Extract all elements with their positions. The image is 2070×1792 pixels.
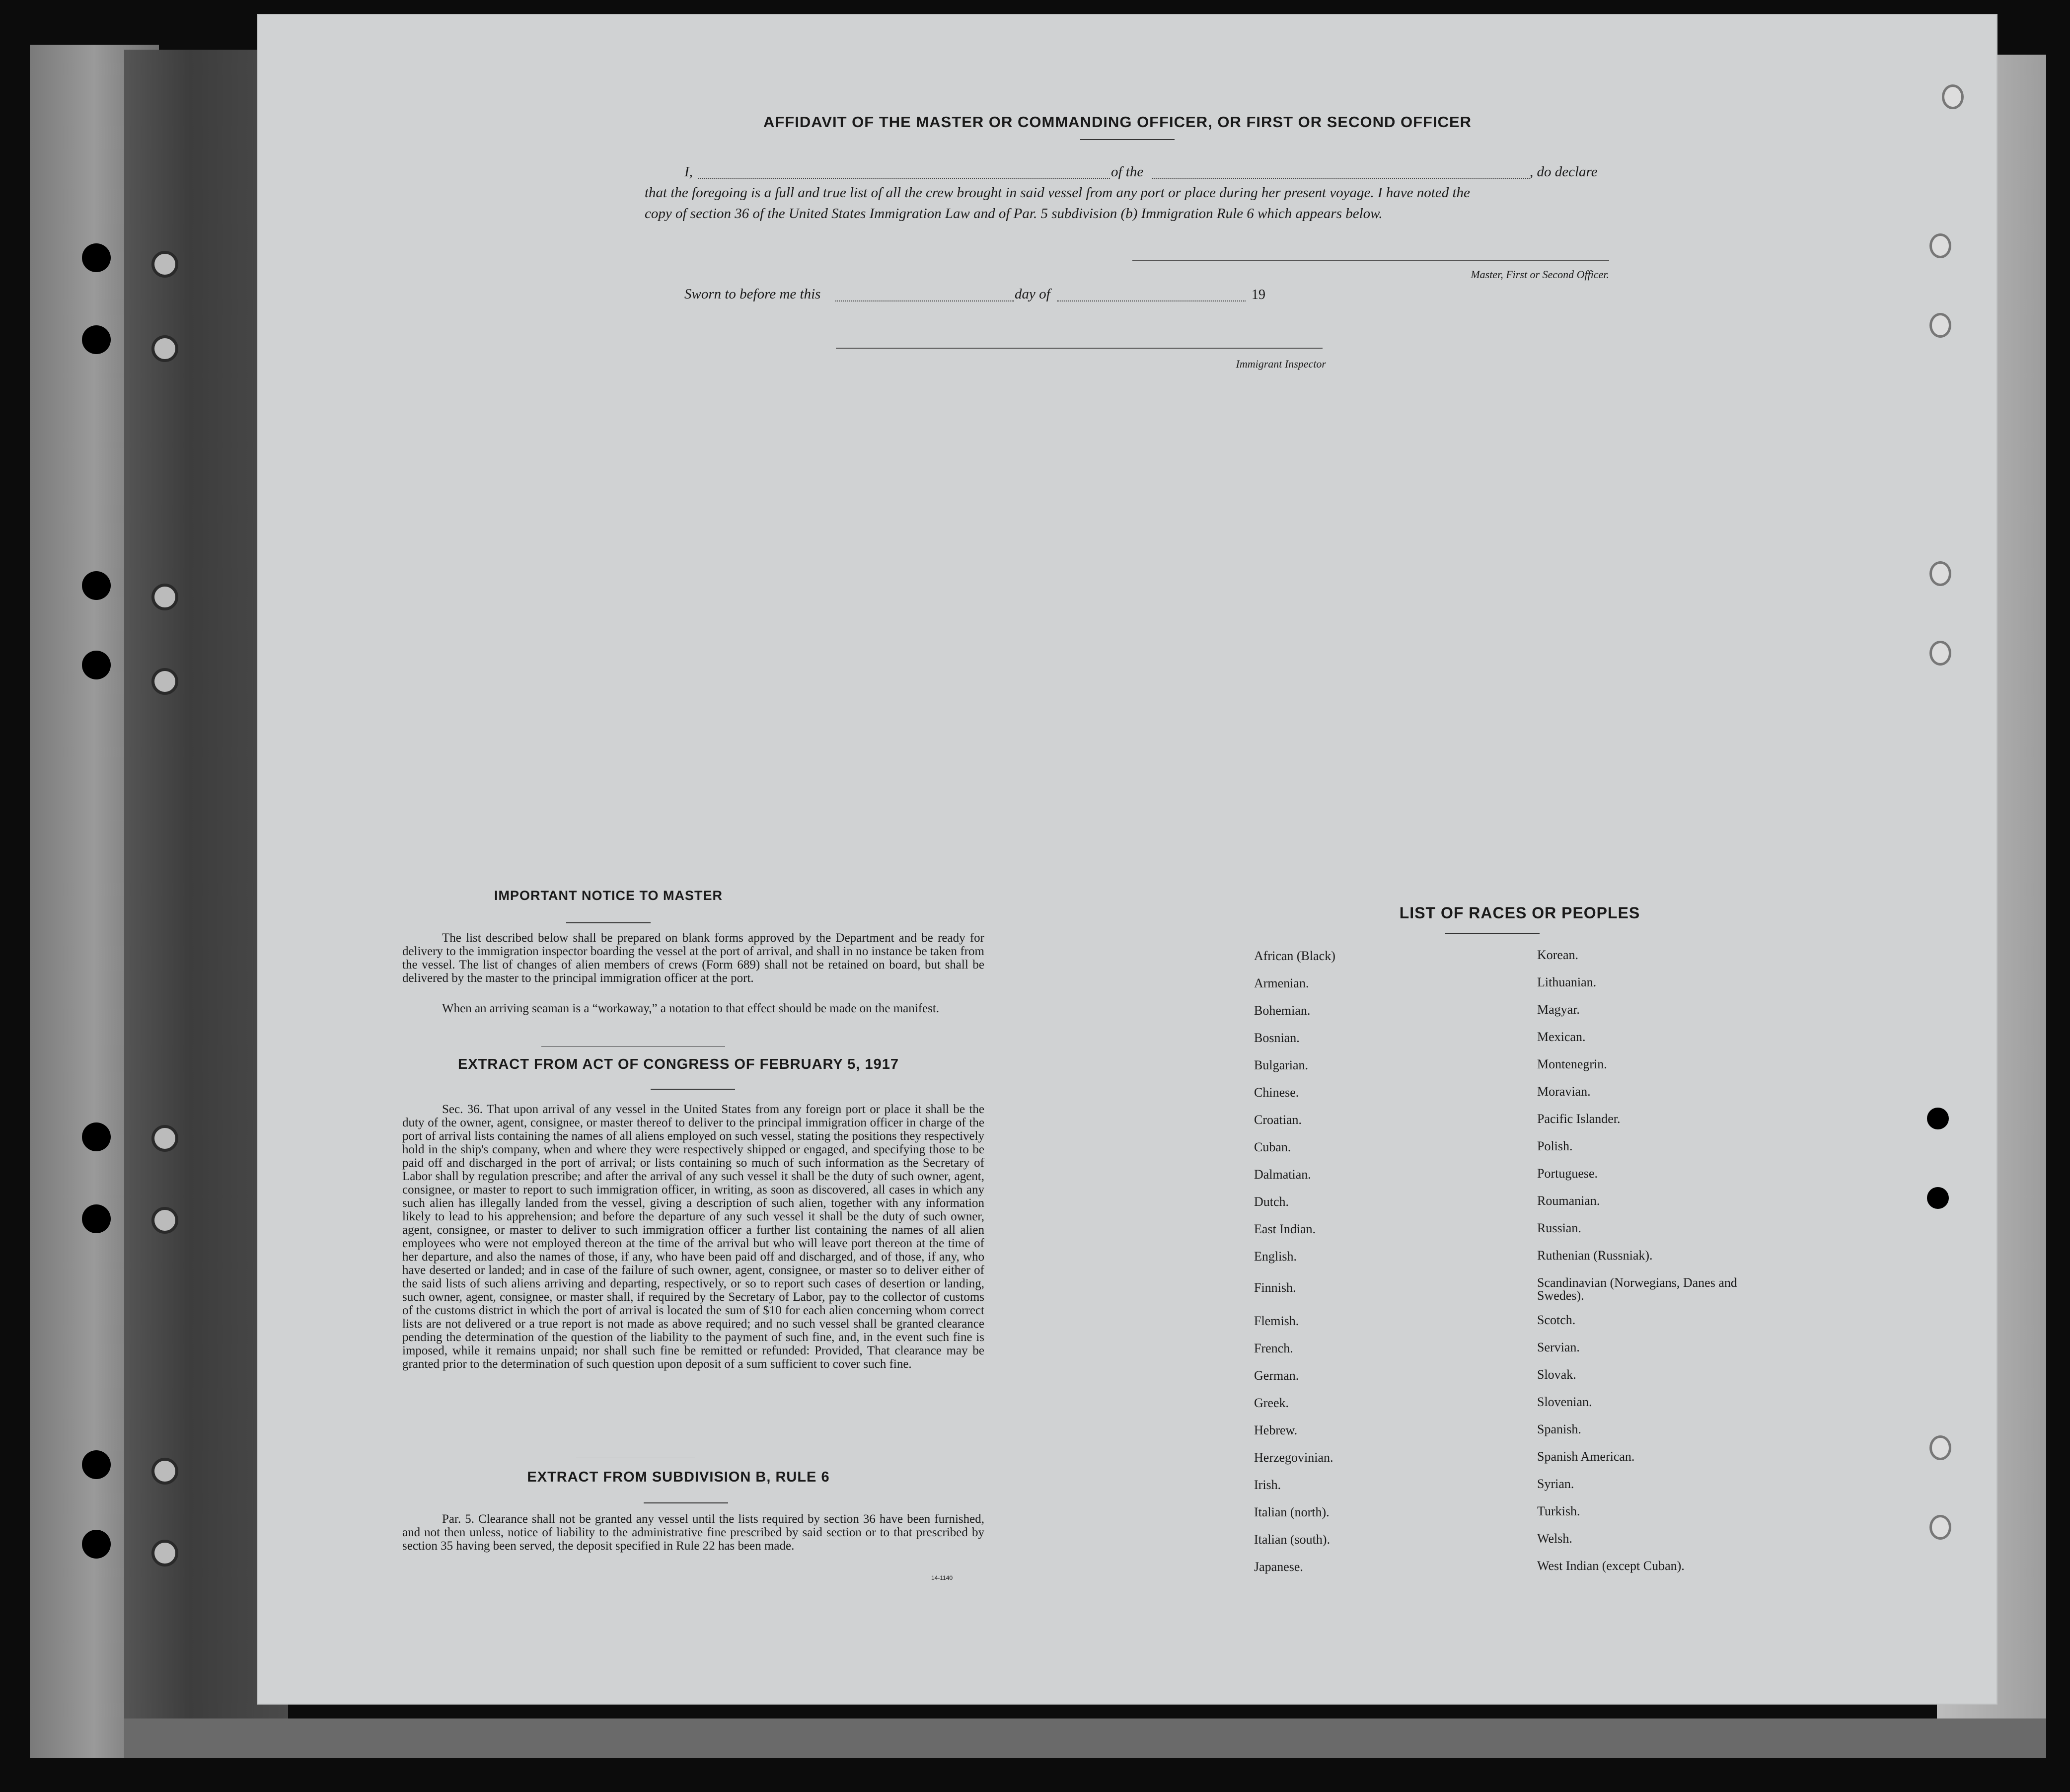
- race-item: Turkish.: [1537, 1504, 1580, 1518]
- race-item: Finnish.: [1254, 1280, 1296, 1295]
- binder-ring: [151, 584, 178, 610]
- page-hole: [1929, 561, 1951, 586]
- race-item: French.: [1254, 1341, 1293, 1355]
- race-item: Slovenian.: [1537, 1395, 1592, 1409]
- page-hole: [1942, 84, 1964, 109]
- punch-hole: [82, 571, 111, 600]
- race-item: Russian.: [1537, 1221, 1581, 1235]
- binder-ring: [151, 1125, 178, 1152]
- binder-ring: [151, 1540, 178, 1567]
- races-rule: [1445, 933, 1540, 934]
- form-number: 14-1140: [931, 1574, 953, 1581]
- rule-extract-rule: [644, 1502, 728, 1503]
- race-item: German.: [1254, 1368, 1299, 1383]
- race-item: East Indian.: [1254, 1222, 1316, 1236]
- affidavit-line-2: that the foregoing is a full and true list of all the crew brought in said vessel from any port or place during her present voyage. I have noted the: [645, 185, 1470, 201]
- race-item: Cuban.: [1254, 1140, 1291, 1154]
- affidavit-of-the-label: of the: [1111, 164, 1144, 180]
- race-item: Roumanian.: [1537, 1194, 1600, 1208]
- race-item: Moravian.: [1537, 1084, 1591, 1099]
- punch-hole: [82, 1204, 111, 1233]
- notice-title: IMPORTANT NOTICE TO MASTER: [494, 888, 723, 903]
- punch-hole: [82, 1530, 111, 1559]
- race-item: English.: [1254, 1249, 1297, 1264]
- race-item: Spanish American.: [1537, 1449, 1635, 1464]
- race-item: Magyar.: [1537, 1002, 1580, 1017]
- race-item: Bulgarian.: [1254, 1058, 1309, 1072]
- race-item: Spanish.: [1537, 1422, 1581, 1436]
- master-name-line[interactable]: [698, 178, 1110, 179]
- race-item: Slovak.: [1537, 1367, 1576, 1382]
- inspector-signature-line[interactable]: [836, 348, 1323, 349]
- race-item: Italian (south).: [1254, 1532, 1331, 1547]
- sworn-month-line[interactable]: [1057, 300, 1246, 301]
- punch-hole: [82, 651, 111, 679]
- sworn-date-line[interactable]: [835, 300, 1014, 301]
- master-signature-line[interactable]: [1132, 260, 1609, 261]
- page-punch-hole: [1927, 1187, 1949, 1209]
- page-bottom-shadow: [124, 1718, 2046, 1758]
- race-item: Greek.: [1254, 1396, 1289, 1410]
- race-item: Japanese.: [1254, 1560, 1303, 1574]
- affidavit-title: AFFIDAVIT OF THE MASTER OR COMMANDING OFFICER, OR FIRST OR SECOND OFFICER: [763, 113, 1472, 131]
- page-hole: [1929, 233, 1951, 258]
- race-item: Portuguese.: [1537, 1166, 1598, 1181]
- binder-ring: [151, 1207, 178, 1234]
- race-item: Lithuanian.: [1537, 975, 1597, 989]
- affidavit-line-3: copy of section 36 of the United States Immigration Law and of Par. 5 subdivision (b) Immigration Rule 6 which appears below.: [645, 206, 1383, 222]
- race-item: Korean.: [1537, 948, 1579, 962]
- page-hole: [1929, 313, 1951, 338]
- races-title: LIST OF RACES OR PEOPLES: [1399, 904, 1640, 922]
- race-item: Armenian.: [1254, 976, 1309, 990]
- page-hole: [1929, 1435, 1951, 1460]
- race-item: Dutch.: [1254, 1195, 1289, 1209]
- punch-hole: [82, 243, 111, 272]
- master-signature-label: Master, First or Second Officer.: [1471, 268, 1609, 281]
- race-item: Syrian.: [1537, 1477, 1574, 1491]
- race-item: Scandinavian (Norwegians, Danes and Swedes).: [1537, 1275, 1737, 1303]
- binder-ring: [151, 335, 178, 362]
- day-of-label: day of: [1015, 286, 1050, 302]
- year-label: 19: [1252, 287, 1265, 302]
- page-hole: [1929, 1515, 1951, 1540]
- rule-extract-title: EXTRACT FROM SUBDIVISION B, RULE 6: [527, 1469, 830, 1485]
- rule-extract-text: Par. 5. Clearance shall not be granted any vessel until the lists required by section 36 have been furnished, and not then unless, notice of liability to the administrative fine prescribed by said section or to that prescribed by section 35 having been served, the deposit specified in Rule 22 has been made.: [402, 1512, 984, 1553]
- page-hole: [1929, 641, 1951, 666]
- notice-rule: [566, 922, 651, 923]
- inspector-label: Immigrant Inspector: [1236, 358, 1326, 370]
- race-item: Flemish.: [1254, 1314, 1299, 1328]
- race-item: Croatian.: [1254, 1113, 1302, 1127]
- race-item: Irish.: [1254, 1478, 1281, 1492]
- page-punch-hole: [1927, 1108, 1949, 1129]
- act-extract-title: EXTRACT FROM ACT OF CONGRESS OF FEBRUARY 5, 1917: [457, 1056, 899, 1072]
- race-item: Italian (north).: [1254, 1505, 1330, 1519]
- binder-ring: [151, 251, 178, 278]
- sworn-label: Sworn to before me this: [684, 286, 821, 302]
- punch-hole: [82, 1450, 111, 1479]
- title-rule: [1080, 139, 1175, 140]
- race-item: Dalmatian.: [1254, 1167, 1311, 1182]
- notice-paragraph-1: The list described below shall be prepared on blank forms approved by the Department and be ready for delivery to the immigration inspector boarding the vessel at the port of arrival, and shall in no instance be taken from the vessel. The list of changes of alien members of crews (Form 689) shall not be retained on board, but shall be delivered by the master to the principal immigration officer at the port.: [402, 931, 984, 985]
- act-extract-rule: [651, 1089, 735, 1090]
- race-item: Bosnian.: [1254, 1031, 1300, 1045]
- race-item: Montenegrin.: [1537, 1057, 1607, 1071]
- race-item: Chinese.: [1254, 1085, 1299, 1100]
- race-item: Herzegovinian.: [1254, 1450, 1333, 1465]
- affidavit-i-label: I,: [684, 164, 693, 180]
- race-item: Polish.: [1537, 1139, 1573, 1153]
- race-item: Scotch.: [1537, 1313, 1576, 1327]
- race-item: Ruthenian (Russniak).: [1537, 1248, 1653, 1263]
- affidavit-declare-label: , do declare: [1530, 164, 1598, 180]
- notice-paragraph-2: When an arriving seaman is a “workaway,” a notation to that effect should be made on the manifest.: [442, 1002, 940, 1015]
- punch-hole: [82, 1122, 111, 1151]
- race-item: West Indian (except Cuban).: [1537, 1559, 1685, 1573]
- punch-hole: [82, 325, 111, 354]
- manifest-page: [258, 15, 1996, 1704]
- race-item: Hebrew.: [1254, 1423, 1298, 1437]
- race-item: Mexican.: [1537, 1030, 1586, 1044]
- race-item: Pacific Islander.: [1537, 1112, 1621, 1126]
- race-item: Welsh.: [1537, 1531, 1572, 1546]
- race-item: Bohemian.: [1254, 1003, 1311, 1018]
- binder-ring: [151, 1458, 178, 1485]
- vessel-name-line[interactable]: [1152, 178, 1530, 179]
- race-item: Servian.: [1537, 1340, 1580, 1354]
- binder-ring: [151, 668, 178, 695]
- act-extract-text: Sec. 36. That upon arrival of any vessel in the United States from any foreign port or place it shall be the duty of the owner, agent, consignee, or master thereof to deliver to the principal immigration officer in charge of the port of arrival lists containing the names of all aliens employed on such vessel, stating the positions they respectively hold in the ship's company, when and where they were respectively shipped or engaged, and specifying those to be paid off and discharged in the port of arrival; or lists containing so much of such information as the Secretary of Labor shall by regulation prescribe; and after the arrival of any such vessel it shall be the duty of such owner, agent, consignee, or master to report to such immigration officer, in writing, as soon as discovered, all cases in which any such alien has illegally landed from the vessel, giving a description of such alien, together with any information likely to lead to his apprehension; and before the departure of any such vessel it shall be the duty of such owner, agent, consignee, or master to deliver to such immigration officer a further list containing the names of all alien employees who were not employed thereon at the time of the arrival but who will leave port thereon at the time of her departure, and also the names of those, if any, who have been paid off and discharged, and of those, if any, who have deserted or landed; and in case of the failure of such owner, agent, consignee, or master so to deliver either of the said lists of such aliens arriving and departing, respectively, or so to report such cases of desertion or landing, such owner, agent, consignee, or master shall, if required by the Secretary of Labor, pay to the collector of customs of the customs district in which the port of arrival is located the sum of $10 for each alien concerning whom correct lists are not delivered or a true report is not made as above required; and no such vessel shall be granted clearance pending the determination of the question of the liability to the payment of such fine, and, in the event such fine is imposed, while it remains unpaid; nor shall such fine be remitted or refunded: Provided, That clearance may be granted prior to the determination of such question upon deposit of a sum sufficient to cover such fine.: [402, 1103, 984, 1371]
- race-item: African (Black): [1254, 949, 1335, 963]
